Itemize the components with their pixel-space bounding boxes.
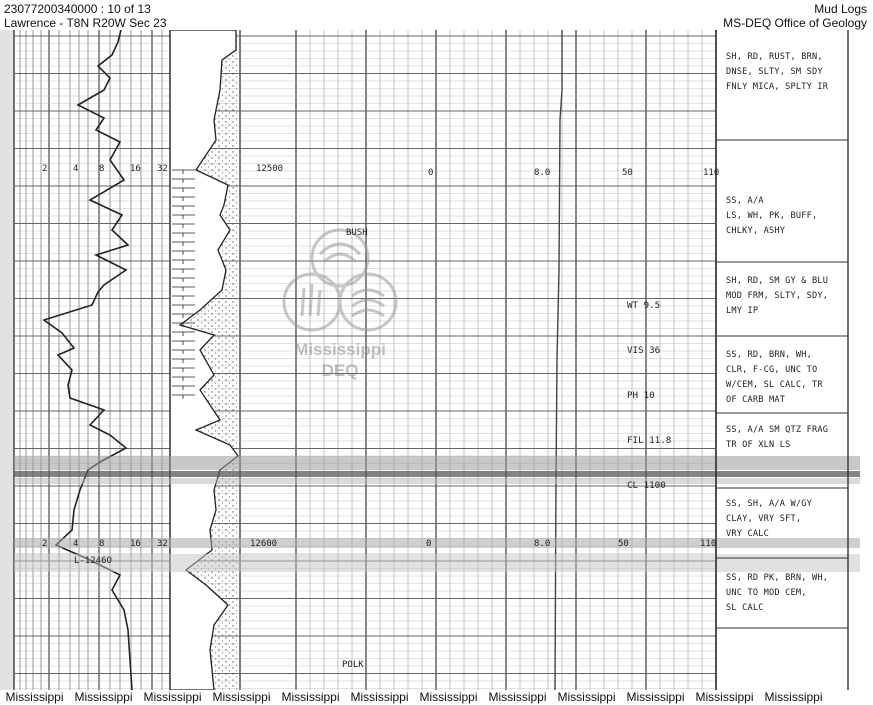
annotation-bush: BUSH	[346, 228, 368, 238]
scale-right-50-lower: 50	[618, 539, 629, 549]
scale-right-8-lower: 8.0	[534, 539, 551, 549]
scale-left-8-lower: 8	[99, 539, 105, 549]
seal-icon	[280, 226, 400, 346]
well-id: 23077200340000 : 10 of 13	[4, 2, 151, 16]
lithology-desc-1: SH, RD, RUST, BRN, DNSE, SLTY, SM SDY FNLY MICA, SPLTY IR	[726, 52, 829, 92]
scale-left-32-lower: 32	[157, 539, 168, 549]
footer-text: Mississippi	[419, 690, 478, 704]
depth-label-12500: 12500	[256, 164, 284, 174]
mud-filtrate: FIL 11.8	[627, 435, 672, 446]
footer-text: Mississippi	[281, 690, 340, 704]
lithology-desc-5: SS, A/A SM QTZ FRAG TR OF XLN LS	[726, 425, 829, 450]
mud-viscosity: VIS 36	[627, 345, 661, 356]
scale-left-2: 2	[42, 164, 48, 174]
footer-text: Mississippi	[695, 690, 754, 704]
scale-right-8: 8.0	[534, 168, 551, 178]
watermark-text-line1: Mississippi	[294, 340, 386, 359]
scale-right-110: 110	[703, 168, 720, 178]
well-location: Lawrence - T8N R20W Sec 23	[4, 16, 167, 30]
scale-left-2-lower: 2	[42, 539, 48, 549]
scale-right-50: 50	[622, 168, 633, 178]
scale-left-16: 16	[130, 164, 141, 174]
watermark-text-line2: DEQ	[321, 361, 359, 380]
lithology-desc-2: SS, A/A LS, WH, PK, BUFF, CHLKY, ASHY	[726, 196, 818, 236]
lithology-desc-4: SS, RD, BRN, WH, CLR, F-CG, UNC TO W/CEM, SL CALC, TR OF CARB MAT	[726, 350, 823, 405]
mud-log-image	[0, 30, 873, 690]
scale-left-16-lower: 16	[130, 539, 141, 549]
lithology-desc-3: SH, RD, SM GY & BLU MOD FRM, SLTY, SDY, LMY IP	[726, 276, 829, 316]
agency-name: MS-DEQ Office of Geology	[723, 16, 867, 30]
footer-watermark-strip	[0, 690, 873, 705]
scale-left-4: 4	[73, 164, 79, 174]
footer-text: Mississippi	[626, 690, 685, 704]
mud-properties	[627, 268, 671, 523]
footer-text: Mississippi	[764, 690, 823, 704]
annotation-lower-label: L-1246O	[74, 556, 112, 566]
log-type: Mud Logs	[814, 2, 867, 16]
mud-weight: WT 9.5	[627, 300, 661, 311]
depth-label-12600: 12600	[250, 539, 278, 549]
scale-right-0-lower: 0	[426, 539, 432, 549]
footer-text: Mississippi	[143, 690, 202, 704]
footer-text: Mississippi	[557, 690, 616, 704]
footer-text: Mississippi	[212, 690, 271, 704]
scale-left-8: 8	[99, 164, 105, 174]
watermark-seal	[280, 226, 400, 391]
mud-ph: PH 10	[627, 390, 655, 401]
footer-text: Mississippi	[5, 690, 64, 704]
mud-chloride: CL 1100	[627, 480, 666, 491]
lithology-desc-7: SS, RD PK, BRN, WH, UNC TO MOD CEM, SL CALC	[726, 573, 829, 613]
footer-text: Mississippi	[350, 690, 409, 704]
scale-left-32: 32	[157, 164, 168, 174]
footer-text: Mississippi	[74, 690, 133, 704]
scale-right-110-lower: 110	[700, 539, 717, 549]
annotation-polk: POLK	[342, 660, 364, 670]
lithology-desc-6: SS, SH, A/A W/GY CLAY, VRY SFT, VRY CALC	[726, 499, 812, 539]
scale-left-4-lower: 4	[73, 539, 79, 549]
scale-right-0: 0	[428, 168, 434, 178]
footer-text: Mississippi	[488, 690, 547, 704]
